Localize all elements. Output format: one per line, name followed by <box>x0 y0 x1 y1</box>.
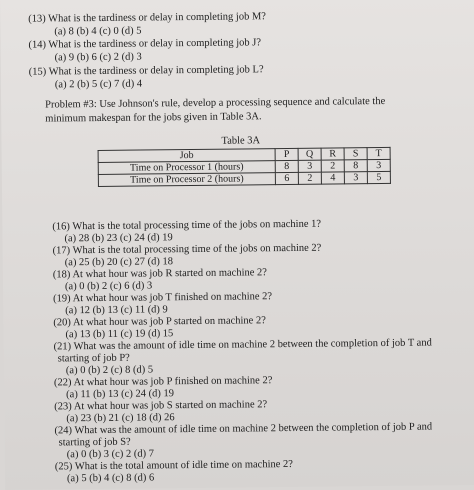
question-24: (24) What was the amount of idle time on machine 2 between the completion of job P and <box>54 421 433 437</box>
question-23-options: (a) 23 (b) 21 (c) 18 (d) 26 <box>66 412 175 425</box>
table-row-label: Time on Processor 2 (hours) <box>98 173 275 187</box>
table-row-processor-2 <box>98 171 390 186</box>
table-header-job: Job <box>98 149 275 163</box>
table-caption: Table 3A <box>221 135 261 147</box>
question-21-continued: starting of job P? <box>57 352 130 365</box>
table-cell: 2 <box>321 160 344 172</box>
table-cell: 3 <box>344 172 367 184</box>
question-15-options: (a) 2 (b) 5 (c) 7 (d) 4 <box>54 78 143 91</box>
table-cell: 8 <box>275 160 298 172</box>
table-cell: 4 <box>321 172 344 184</box>
question-17: (17) What is the total processing time of the jobs on machine 2? <box>52 242 322 257</box>
table-header-r: R <box>321 148 344 160</box>
table-cell: 2 <box>298 172 321 184</box>
question-15: (15) What is the tardiness or delay in completing job L? <box>28 64 264 78</box>
table-cell: 5 <box>367 171 390 183</box>
question-17-options: (a) 25 (b) 20 (c) 27 (d) 18 <box>64 256 173 269</box>
question-18: (18) At what hour was job R started on machine 2? <box>52 267 267 281</box>
table-header-q: Q <box>298 148 321 160</box>
question-25: (25) What is the total amount of idle time on machine 2? <box>54 458 293 473</box>
table-header-s: S <box>344 148 367 160</box>
question-21: (21) What was the amount of idle time on machine 2 between the completion of job T and <box>53 337 432 353</box>
question-20-options: (a) 13 (b) 11 (c) 19 (d) 15 <box>65 328 174 341</box>
question-16: (16) What is the total processing time of the jobs on machine 1? <box>52 218 322 233</box>
question-24-options: (a) 0 (b) 3 (c) 2 (d) 7 <box>66 448 154 461</box>
question-24-continued: starting of job S? <box>58 436 131 449</box>
question-25-options: (a) 5 (b) 4 (c) 8 (d) 6 <box>66 472 155 485</box>
question-13: (13) What is the tardiness or delay in completing job M? <box>28 11 267 25</box>
table-cell: 6 <box>275 172 298 184</box>
question-21-options: (a) 0 (b) 2 (c) 8 (d) 5 <box>65 364 154 377</box>
question-16-options: (a) 28 (b) 23 (c) 24 (d) 19 <box>64 232 173 245</box>
question-22: (22) At what hour was job P finished on machine 2? <box>53 375 273 389</box>
question-22-options: (a) 11 (b) 13 (c) 24 (d) 19 <box>66 388 174 401</box>
problem-statement-line-1: Problem #3: Use Johnson's rule, develop a processing sequence and calculate the <box>45 95 386 111</box>
question-23: (23) At what hour was job S started on machine 2? <box>54 399 268 413</box>
question-14: (14) What is the tardiness or delay in completing job J? <box>28 37 262 51</box>
table-cell: 8 <box>344 160 367 172</box>
question-19-options: (a) 12 (b) 13 (c) 11 (d) 9 <box>65 304 168 317</box>
table-cell: 3 <box>367 159 390 171</box>
question-13-options: (a) 8 (b) 4 (c) 0 (d) 5 <box>54 25 142 38</box>
question-18-options: (a) 0 (b) 2 (c) 6 (d) 3 <box>64 280 153 293</box>
johnson-table <box>98 147 391 187</box>
table-header-t: T <box>367 147 390 159</box>
problem-statement-line-2: minimum makespan for the jobs given in Table 3A. <box>45 111 262 125</box>
question-20: (20) At what hour was job P started on machine 2? <box>53 315 266 329</box>
table-cell: 3 <box>298 160 321 172</box>
question-14-options: (a) 9 (b) 6 (c) 2 (d) 3 <box>54 51 142 64</box>
table-header-p: P <box>275 148 298 160</box>
table-row-label: Time on Processor 1 (hours) <box>98 161 275 175</box>
question-19: (19) At what hour was job T finished on machine 2? <box>53 291 273 305</box>
